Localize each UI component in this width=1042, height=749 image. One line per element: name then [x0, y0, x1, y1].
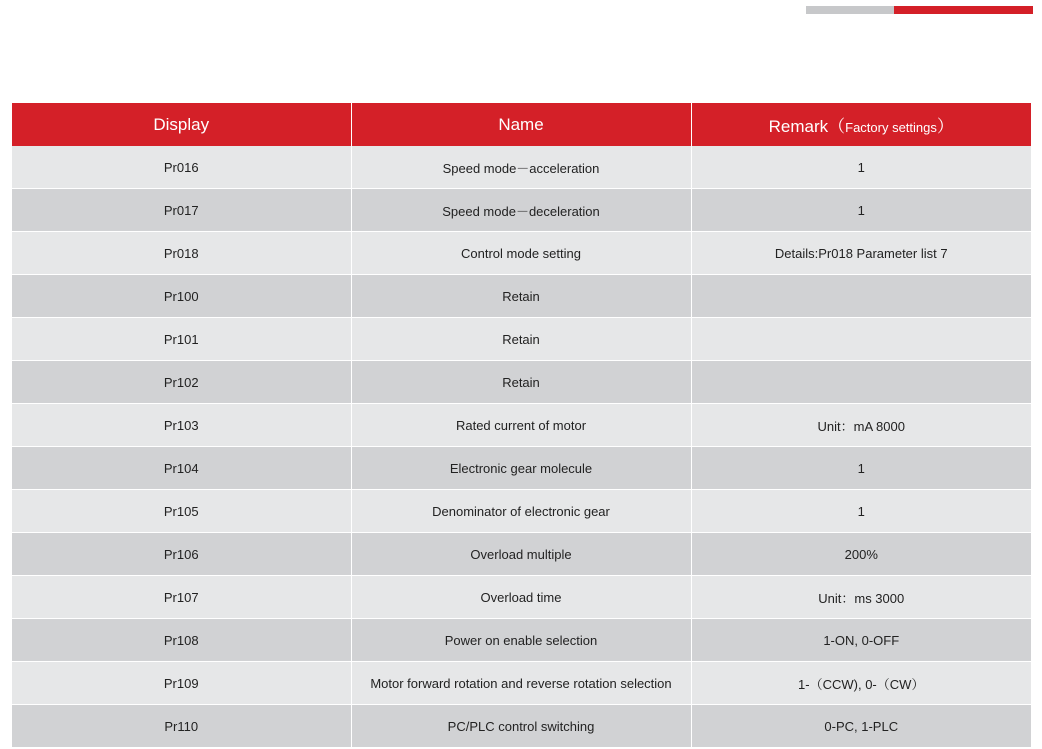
cell-name: Speed mode－deceleration [351, 189, 691, 232]
cell-name: Control mode setting [351, 232, 691, 275]
cell-remark: 0-PC, 1-PLC [691, 705, 1031, 748]
cell-remark [691, 318, 1031, 361]
cell-display: Pr109 [12, 662, 351, 705]
cell-remark [691, 275, 1031, 318]
remark-header-label: Remark [768, 117, 829, 136]
column-header-display: Display [12, 103, 351, 146]
table-row [12, 705, 1031, 748]
cell-display: Pr018 [12, 232, 351, 275]
cell-name: Rated current of motor [351, 404, 691, 447]
column-header-remark [691, 103, 1031, 146]
remark-header-sub: Factory settings [845, 120, 937, 135]
header-accent-bar [806, 6, 1033, 14]
cell-remark: 1 [691, 447, 1031, 490]
cell-display: Pr100 [12, 275, 351, 318]
cell-remark: 200% [691, 533, 1031, 576]
cell-name: Electronic gear molecule [351, 447, 691, 490]
cell-name: Overload time [351, 576, 691, 619]
table-row [12, 619, 1031, 662]
table-row [12, 146, 1031, 189]
cell-display: Pr103 [12, 404, 351, 447]
table-body [12, 146, 1031, 748]
cell-display: Pr107 [12, 576, 351, 619]
cell-remark: 1-ON, 0-OFF [691, 619, 1031, 662]
cell-display: Pr104 [12, 447, 351, 490]
cell-display: Pr016 [12, 146, 351, 189]
cell-remark: 1 [691, 146, 1031, 189]
cell-remark: 1 [691, 490, 1031, 533]
table-header [12, 103, 1031, 146]
column-header-name: Name [351, 103, 691, 146]
remark-header-close-paren: ） [936, 117, 954, 136]
cell-display: Pr110 [12, 705, 351, 748]
table-row [12, 404, 1031, 447]
cell-remark [691, 361, 1031, 404]
table-row [12, 318, 1031, 361]
table-row [12, 662, 1031, 705]
table-row [12, 490, 1031, 533]
cell-display: Pr017 [12, 189, 351, 232]
parameter-table [12, 103, 1031, 748]
cell-remark: 1 [691, 189, 1031, 232]
table-row [12, 232, 1031, 275]
cell-remark: Unit：mA 8000 [691, 404, 1031, 447]
cell-name: Retain [351, 275, 691, 318]
cell-display: Pr105 [12, 490, 351, 533]
table-row [12, 361, 1031, 404]
cell-display: Pr108 [12, 619, 351, 662]
remark-header-open-paren: （ [828, 117, 846, 136]
cell-remark: Details:Pr018 Parameter list 7 [691, 232, 1031, 275]
cell-remark: Unit：ms 3000 [691, 576, 1031, 619]
cell-remark: 1-（CCW), 0-（CW） [691, 662, 1031, 705]
table-row [12, 576, 1031, 619]
table-row [12, 275, 1031, 318]
cell-name: Retain [351, 361, 691, 404]
table-row [12, 533, 1031, 576]
cell-name: Power on enable selection [351, 619, 691, 662]
accent-bar-red-segment [894, 6, 1033, 14]
cell-name: Denominator of electronic gear [351, 490, 691, 533]
cell-display: Pr101 [12, 318, 351, 361]
cell-name: Overload multiple [351, 533, 691, 576]
cell-name: Retain [351, 318, 691, 361]
cell-name: Speed mode－acceleration [351, 146, 691, 189]
cell-name: PC/PLC control switching [351, 705, 691, 748]
accent-bar-gray-segment [806, 6, 894, 14]
table-row [12, 447, 1031, 490]
table-row [12, 189, 1031, 232]
cell-display: Pr106 [12, 533, 351, 576]
cell-name: Motor forward rotation and reverse rotation selection [351, 662, 691, 705]
cell-display: Pr102 [12, 361, 351, 404]
